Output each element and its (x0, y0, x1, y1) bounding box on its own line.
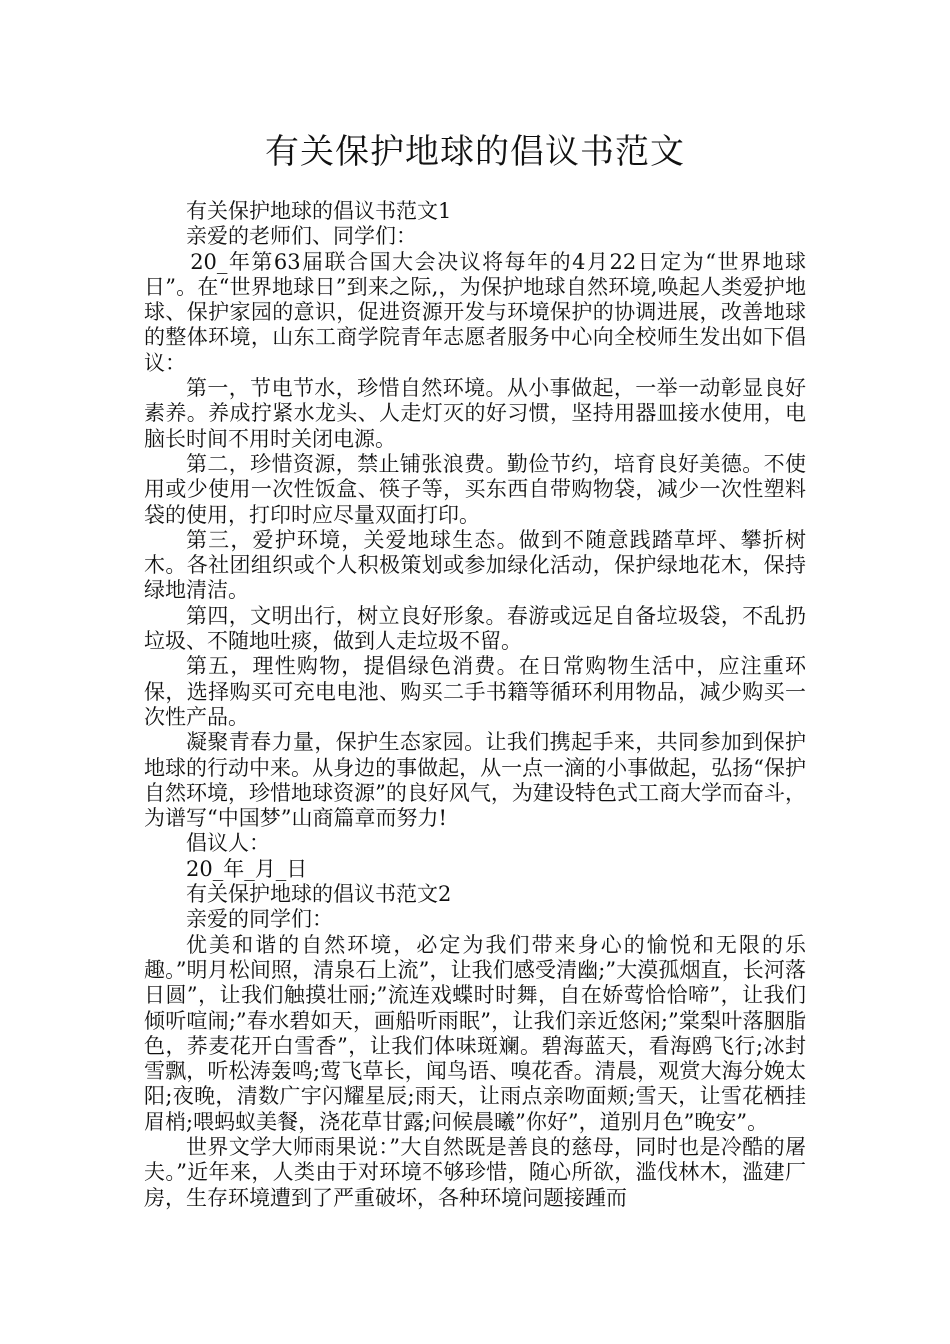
body-paragraph: 凝聚青春力量，保护生态家园。让我们携起手来，共同参加到保护地球的行动中来。从身边的事做起，从一点一滴的小事做起，弘扬“保护自然环境，珍惜地球资源”的良好风气，为建设特色式工商大学而奋斗，为谱写“中国梦”山商篇章而努力! (144, 730, 806, 831)
body-paragraph: 第二，珍惜资源，禁止铺张浪费。勤俭节约，培育良好美德。不使用或少使用一次性饭盒、筷子等，买东西自带购物袋，减少一次性塑料袋的使用，打印时应尽量双面打印。 (144, 451, 806, 527)
signature-date: 20_年_月_日 (186, 856, 308, 881)
body-paragraph: 优美和谐的自然环境，必定为我们带来身心的愉悦和无限的乐趣。”明月松间照，清泉石上流”，让我们感受清幽;”大漠孤烟直，长河落日圆”，让我们触摸壮丽;”流连戏蝶时时舞，自在娇莺恰恰啼”，让我们倾听喧闹;”春水碧如天，画船听雨眠”，让我们亲近悠闲;”棠梨叶落胭脂色，荞麦花开白雪香”，让我们体味斑斓。碧海蓝天，看海鸥飞行;冰封雪飘，听松涛轰鸣;莺飞草长，闻鸟语、嗅花香。清晨，观赏大海分娩太阳;夜晚，清数广宇闪耀星辰;雨天，让雨点亲吻面颊;雪天，让雪花栖挂眉梢;喂蚂蚁美餐，浇花草甘露;问候晨曦”你好”，道别月色”晚安”。 (144, 932, 806, 1134)
body-paragraph: 世界文学大师雨果说：”大自然既是善良的慈母，同时也是冷酷的屠夫。”近年来，人类由于对环境不够珍惜，随心所欲，滥伐林木，滥建厂房，生存环境遭到了严重破坏，各种环境问题接踵而 (144, 1134, 806, 1210)
body-paragraph: 20_年第63届联合国大会决议将每年的4月22日定为“世界地球日”。在“世界地球日”到来之际,，为保护地球自然环境,唤起人类爱护地球、保护家园的意识，促进资源开发与环境保护的协调进展，改善地球的整体环境，山东工商学院青年志愿者服务中心向全校师生发出如下倡议： (144, 249, 806, 375)
document-title: 有关保护地球的倡议书范文 (265, 132, 685, 172)
section-heading-2: 有关保护地球的倡议书范文2 (186, 882, 452, 907)
document-body (144, 199, 806, 1211)
salutation-2: 亲爱的同学们： (186, 907, 333, 932)
signature-label: 倡议人： (186, 831, 270, 856)
body-paragraph: 第五，理性购物，提倡绿色消费。在日常购物生活中，应注重环保，选择购买可充电电池、购买二手书籍等循环利用物品，减少购买一次性产品。 (144, 654, 806, 729)
body-paragraph: 第一，节电节水，珍惜自然环境。从小事做起，一举一动彰显良好素养。养成拧紧水龙头、人走灯灭的好习惯，坚持用器皿接水使用，电脑长时间不用时关闭电源。 (144, 376, 806, 451)
section-heading-1: 有关保护地球的倡议书范文1 (186, 199, 452, 223)
salutation-1: 亲爱的老师们、同学们： (186, 224, 417, 249)
body-paragraph: 第四，文明出行，树立良好形象。春游或远足自备垃圾袋，不乱扔垃圾、不随地吐痰，做到人走垃圾不留。 (144, 603, 806, 654)
body-paragraph: 第三，爱护环境，关爱地球生态。做到不随意践踏草坪、攀折树木。各社团组织或个人积极策划或参加绿化活动，保护绿地花木，保持绿地清洁。 (144, 527, 806, 603)
